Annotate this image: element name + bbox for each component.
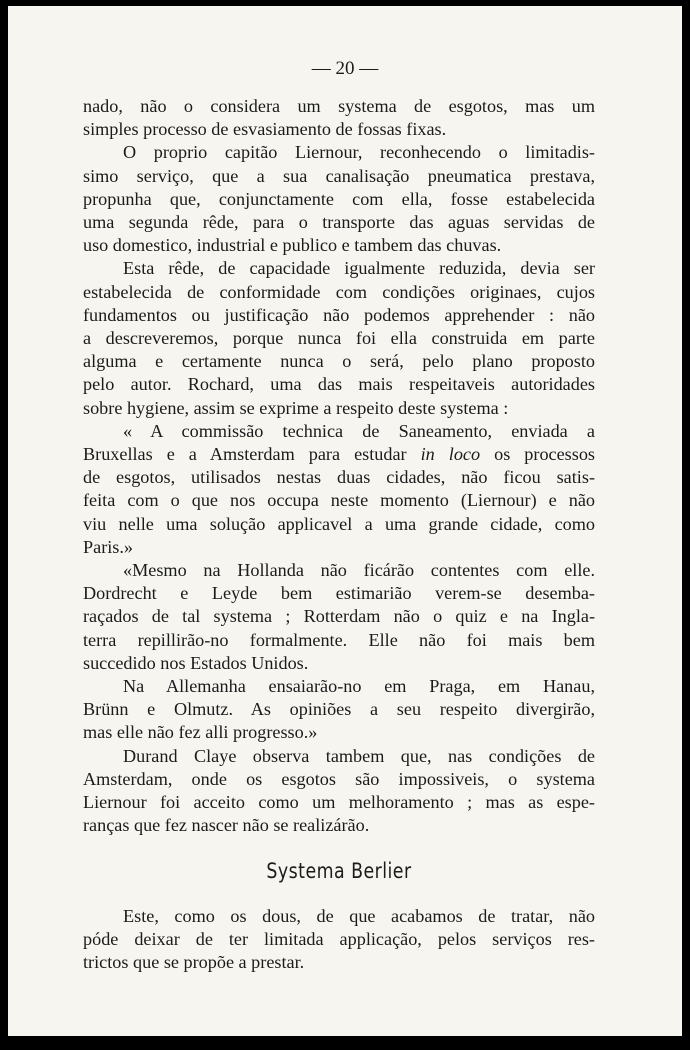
paragraph (83, 675, 595, 698)
text-line: Paris.» (83, 536, 134, 557)
text-line: Amsterdam, onde os esgotos são impossiveis, o systema (83, 768, 595, 789)
paragraph (83, 559, 595, 582)
paragraph-line (83, 582, 595, 605)
text-line: estabelecida de conformidade com condições originaes, cujos (83, 281, 595, 302)
text-line: O proprio capitão Liernour, reconhecendo o limitadis- (123, 142, 595, 163)
paragraph-line (83, 652, 595, 675)
paragraph-line (83, 698, 595, 721)
paragraph-line (83, 304, 595, 327)
body-text (83, 95, 595, 974)
quote-line (83, 536, 595, 559)
text-line: uma segunda rêde, para o transporte das aguas servidas de (83, 212, 595, 233)
paragraph-line (83, 814, 595, 837)
quote-line (83, 513, 595, 536)
paragraph-line (83, 234, 595, 257)
paragraph (83, 257, 595, 280)
text-line: trictos que se propõe a prestar. (83, 952, 305, 973)
text-line: fundamentos ou justificação não podemos apprehender : não (83, 304, 595, 325)
section-heading: Systema Berlier (266, 858, 412, 883)
paragraph (83, 745, 595, 768)
text-line: Na Allemanha ensaiarão-no em Praga, em Hanau, (123, 676, 595, 697)
paragraph-line (83, 327, 595, 350)
paragraph-line (83, 188, 595, 211)
text-line: a descreveremos, porque nunca foi ella construida em parte (83, 328, 595, 349)
text-line: póde deixar de ter limitada applicação, pelos serviços res- (83, 928, 595, 949)
paragraph (83, 905, 595, 928)
paragraph-line (83, 791, 595, 814)
text-line: mas elle não fez alli progresso.» (83, 722, 318, 743)
paragraph-line (83, 928, 595, 951)
paragraph-line (83, 165, 595, 188)
text-span: os processos (480, 444, 596, 465)
paragraph-line (83, 768, 595, 791)
text-line: Brünn e Olmutz. As opiniões a seu respeito divergirão, (83, 699, 595, 720)
text-line: pelo autor. Rochard, uma das mais respeitaveis autoridades (83, 374, 595, 395)
page-number: — 20 — (311, 58, 379, 79)
paragraph-line (83, 397, 595, 420)
paragraph-line (83, 373, 595, 396)
paragraph-line (83, 605, 595, 628)
text-line: « A commissão technica de Saneamento, enviada a (123, 420, 595, 441)
paragraph-line (83, 281, 595, 304)
text-line: succedido nos Estados Unidos. (83, 652, 309, 673)
quote-line (83, 489, 595, 512)
paragraph-continuation-end (83, 118, 595, 141)
paragraph-line (83, 721, 595, 744)
text-span: Bruxellas e a Amsterdam para estudar (83, 444, 421, 465)
quote-start (83, 420, 595, 443)
paragraph-line (83, 951, 595, 974)
text-line: feita com o que nos occupa neste momento (Liernour) e não (83, 490, 595, 511)
text-line: propunha que, conjunctamente com ella, fosse estabelecida (83, 188, 595, 209)
text-line: Esta rêde, de capacidade igualmente reduzida, devia ser (123, 258, 595, 279)
text-line: simo serviço, que a sua canalisação pneumatica prestava, (83, 165, 595, 186)
text-line: nado, não o considera um systema de esgotos, mas um (83, 96, 595, 116)
text-line: Dordrecht e Leyde bem estimarião verem-se desemba- (83, 583, 595, 604)
text-line: sobre hygiene, assim se exprime a respeito deste systema : (83, 397, 509, 418)
paragraph-line (83, 350, 595, 373)
text-line: de esgotos, utilisados nestas duas cidades, não ficou satis- (83, 467, 595, 488)
text-line: viu nelle uma solução applicavel a uma grande cidade, como (83, 513, 595, 534)
book-page (8, 6, 682, 1036)
text-line: terra repillirão-no formalmente. Elle não foi mais bem (83, 629, 595, 650)
paragraph (83, 141, 595, 164)
paragraph-line (83, 211, 595, 234)
text-line: simples processo de esvasiamento de fossas fixas. (83, 119, 447, 140)
quote-line (83, 466, 595, 489)
text-line: alguma e certamente nunca o será, pelo plano proposto (83, 351, 595, 372)
paragraph-continuation (83, 95, 595, 118)
italic-phrase: in loco (420, 444, 481, 465)
paragraph-line (83, 629, 595, 652)
text-line: raçados de tal systema ; Rotterdam não o quiz e na Ingla- (83, 606, 595, 627)
text-line: uso domestico, industrial e publico e tambem das chuvas. (83, 235, 502, 256)
text-line: Durand Claye observa tambem que, nas condições de (123, 745, 595, 766)
text-line: «Mesmo na Hollanda não ficárão contentes com elle. (123, 560, 595, 581)
text-line: Este, como os dous, de que acabamos de tratar, não (123, 905, 595, 926)
quote-line-italic (83, 443, 595, 466)
text-line: Liernour foi acceito como um melhoramento ; mas as espe- (83, 792, 595, 813)
text-line: ranças que fez nascer não se realizárão. (83, 815, 370, 836)
